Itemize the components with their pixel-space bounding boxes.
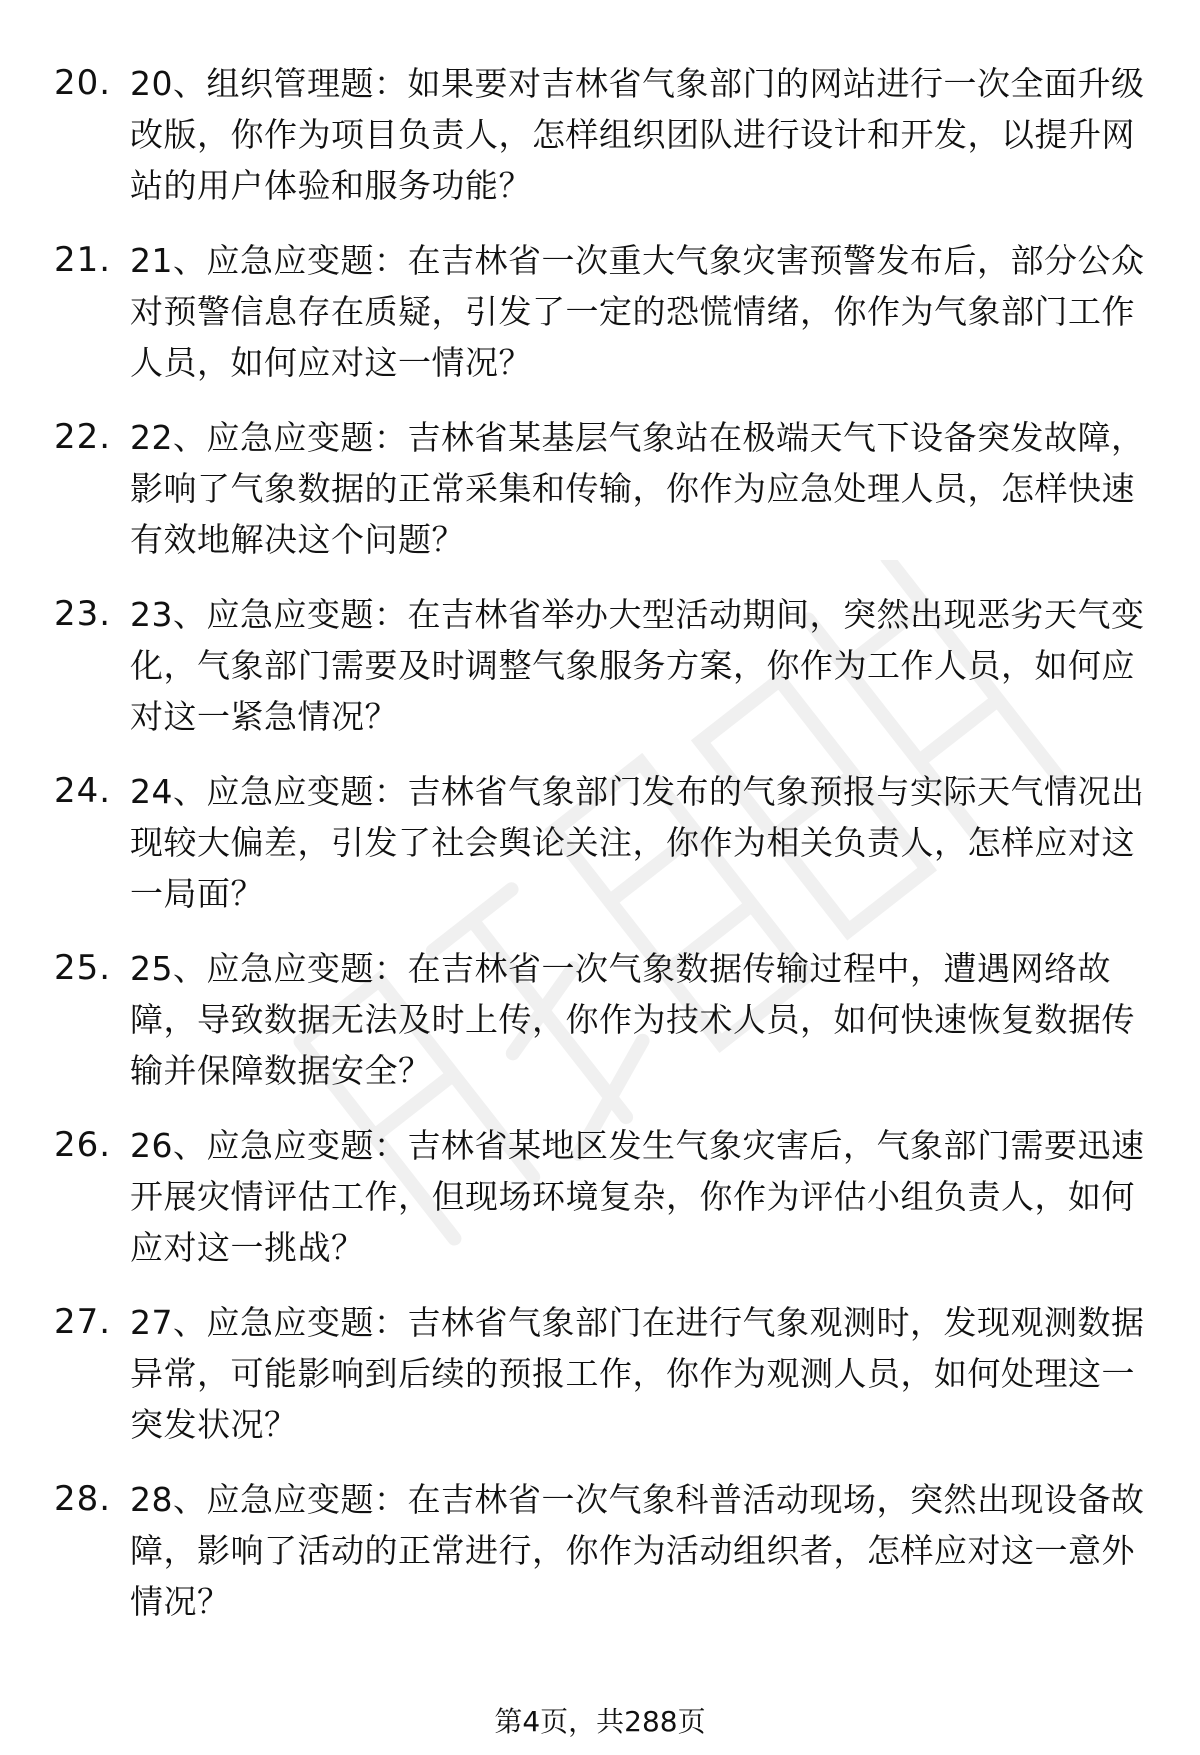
question-text: 28、应急应变题：在吉林省一次气象科普活动现场，突然出现设备故障，影响了活动的正常进行，你作为活动组织者，怎样应对这一意外情况？: [130, 1480, 1145, 1621]
question-list: [0, 58, 1200, 1651]
question-text: 20、组织管理题：如果要对吉林省气象部门的网站进行一次全面升级改版，你作为项目负责人，怎样组织团队进行设计和开发，以提升网站的用户体验和服务功能？: [130, 64, 1145, 205]
question-number: 28.: [54, 1479, 112, 1519]
question-text: 25、应急应变题：在吉林省一次气象数据传输过程中，遭遇网络故障，导致数据无法及时上传，你作为技术人员，如何快速恢复数据传输并保障数据安全？: [130, 949, 1135, 1090]
question-text: 23、应急应变题：在吉林省举办大型活动期间，突然出现恶劣天气变化，气象部门需要及时调整气象服务方案，你作为工作人员，如何应对这一紧急情况？: [130, 595, 1145, 736]
question-text: 21、应急应变题：在吉林省一次重大气象灾害预警发布后，部分公众对预警信息存在质疑，引发了一定的恐慌情绪，你作为气象部门工作人员，如何应对这一情况？: [130, 241, 1145, 382]
question-number: 25.: [54, 948, 112, 988]
list-item: [0, 1120, 1200, 1297]
question-text: 22、应急应变题：吉林省某基层气象站在极端天气下设备突发故障，影响了气象数据的正常采集和传输，你作为应急处理人员，怎样快速有效地解决这个问题？: [130, 418, 1145, 559]
question-number: 20.: [54, 63, 112, 103]
question-text: 24、应急应变题：吉林省气象部门发布的气象预报与实际天气情况出现较大偏差，引发了社会舆论关注，你作为相关负责人，怎样应对这一局面？: [130, 772, 1145, 913]
list-item: [0, 943, 1200, 1120]
list-item: [0, 412, 1200, 589]
question-number: 26.: [54, 1125, 112, 1165]
page-footer: 第4页，共288页: [494, 1705, 706, 1738]
question-number: 21.: [54, 240, 112, 280]
question-number: 24.: [54, 771, 112, 811]
question-text: 27、应急应变题：吉林省气象部门在进行气象观测时，发现观测数据异常，可能影响到后续的预报工作，你作为观测人员，如何处理这一突发状况？: [130, 1303, 1145, 1444]
question-text: 26、应急应变题：吉林省某地区发生气象灾害后，气象部门需要迅速开展灾情评估工作，但现场环境复杂，你作为评估小组负责人，如何应对这一挑战？: [130, 1126, 1145, 1267]
question-number: 27.: [54, 1302, 112, 1342]
list-item: [0, 766, 1200, 943]
question-number: 22.: [54, 417, 112, 457]
list-item: [0, 235, 1200, 412]
question-number: 23.: [54, 594, 112, 634]
list-item: [0, 1297, 1200, 1474]
list-item: [0, 589, 1200, 766]
list-item: [0, 58, 1200, 235]
list-item: [0, 1474, 1200, 1651]
